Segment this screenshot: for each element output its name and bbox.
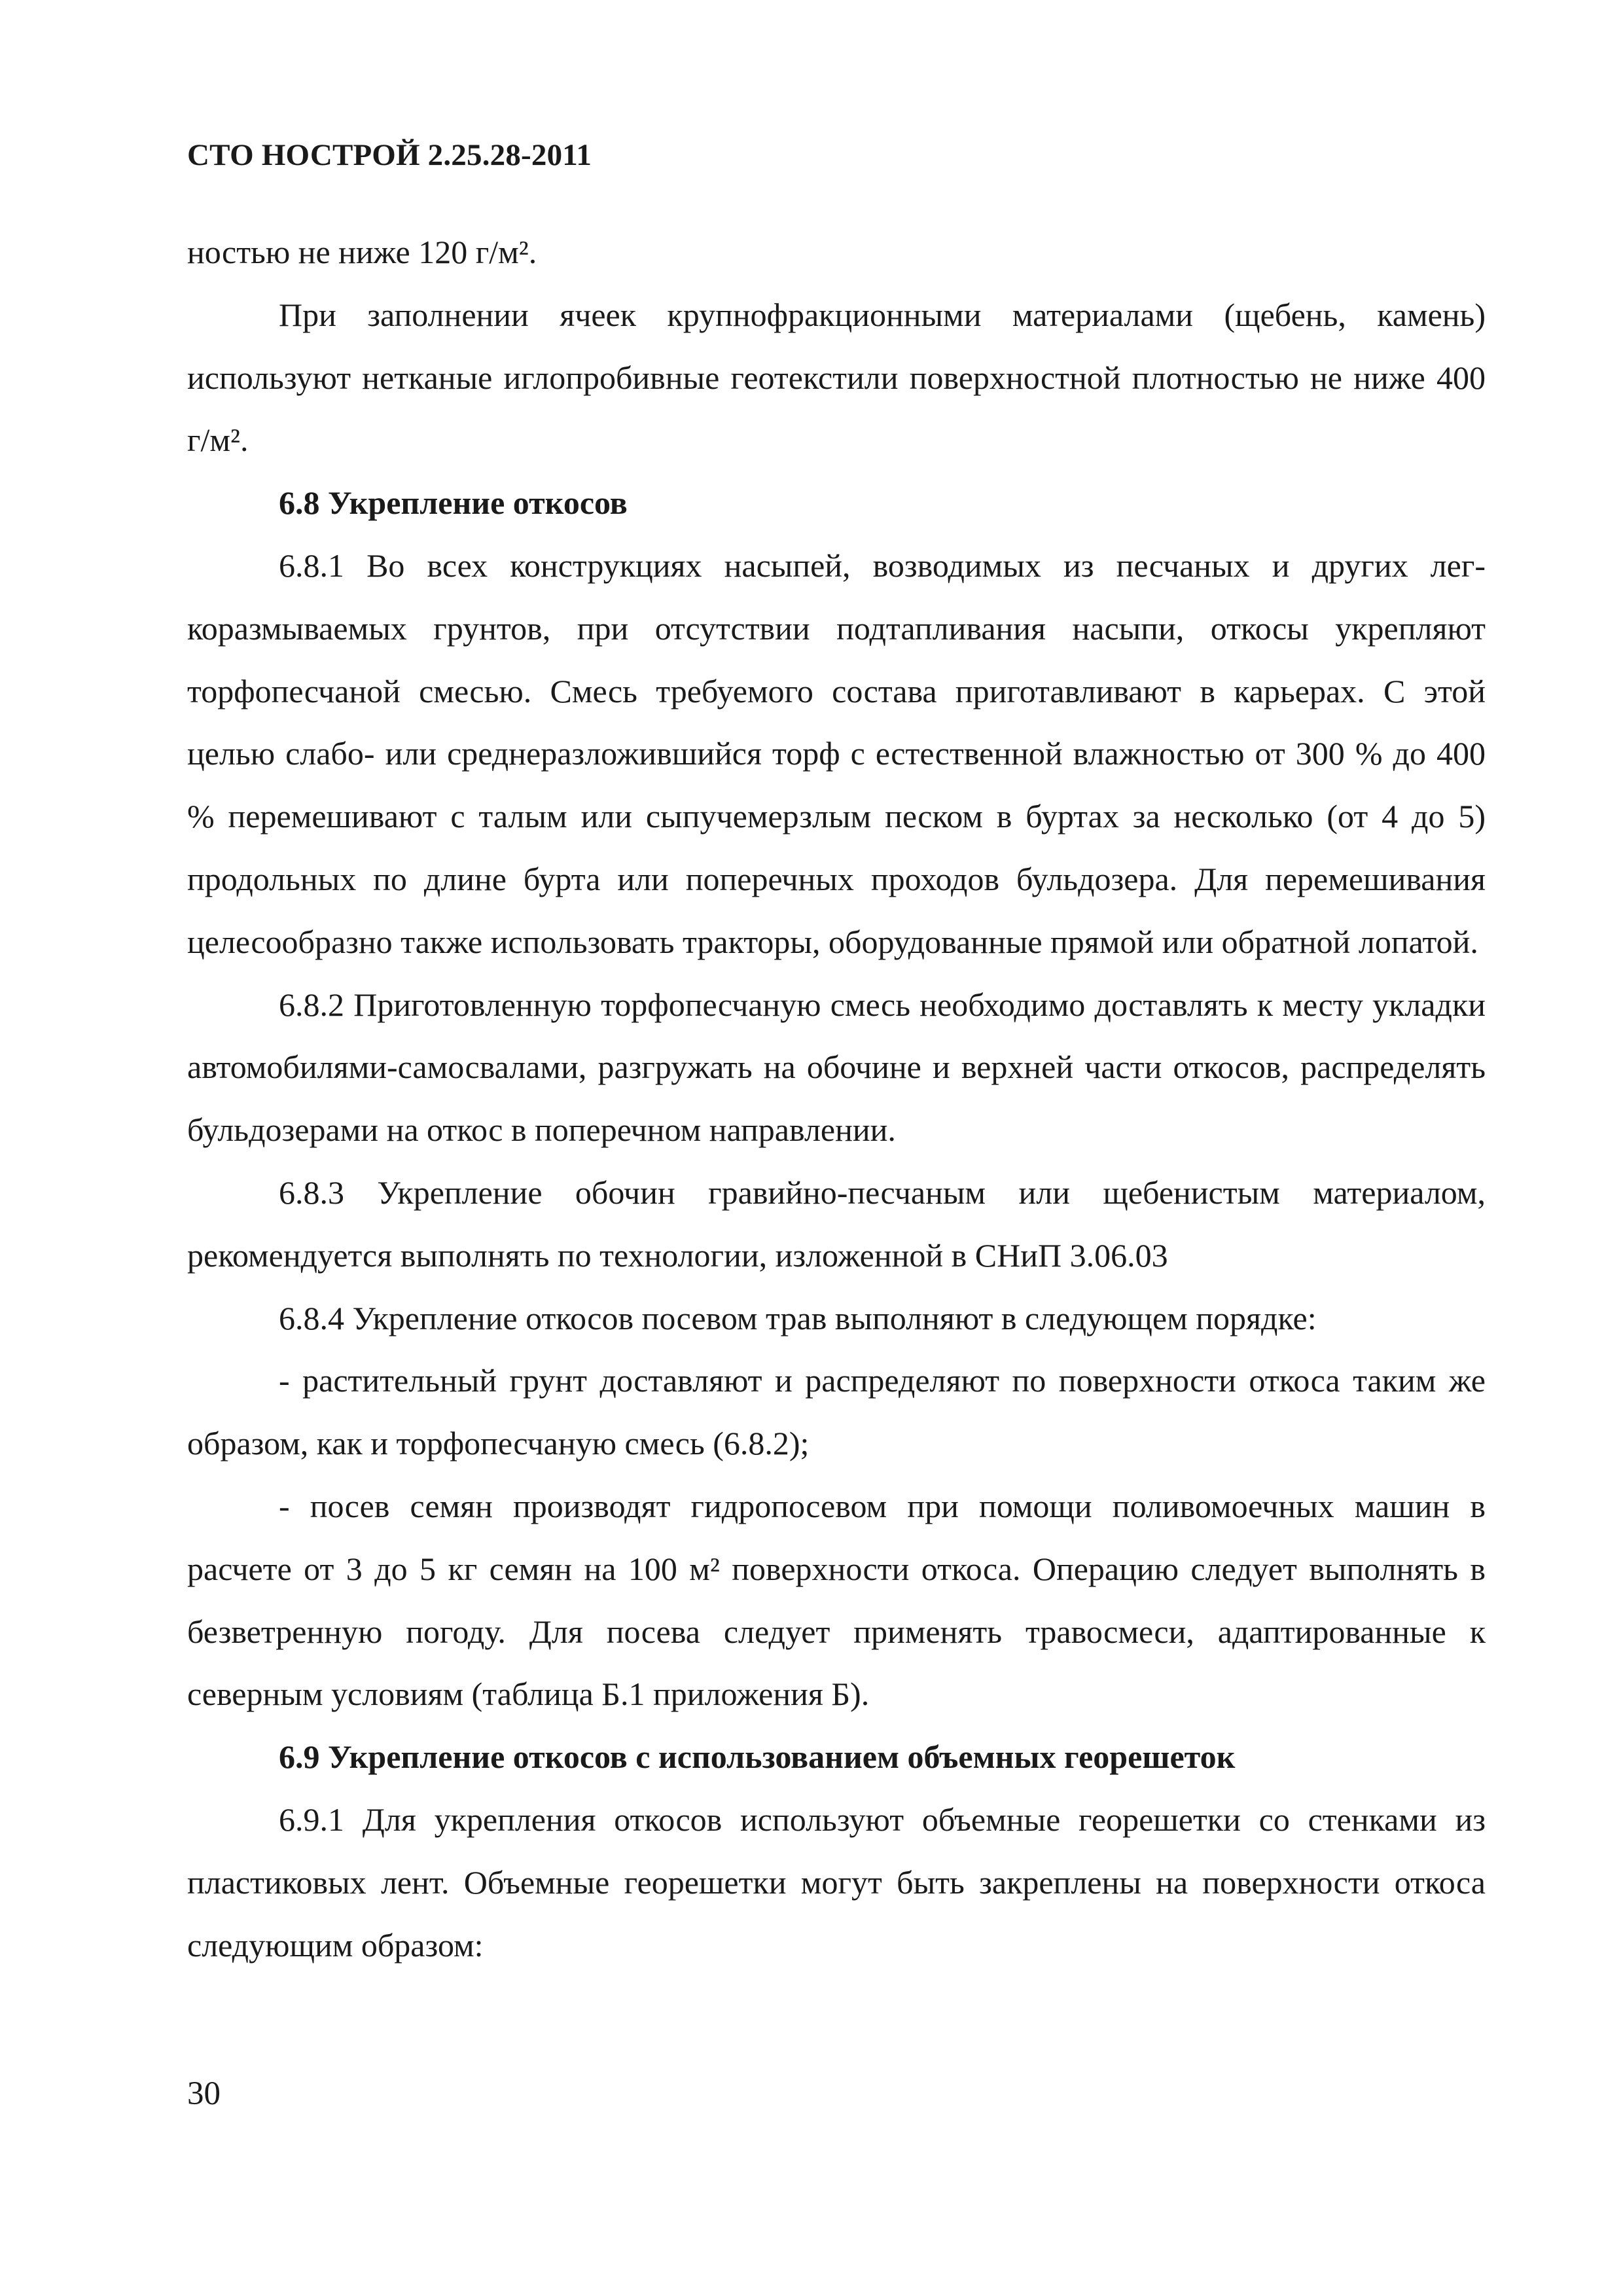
list-item-soil: - растительный грунт доставляют и распределяют по поверхности откоса таким же образом, как и торфопесчаную смесь (6.8.2); bbox=[187, 1362, 1486, 1462]
page-number: 30 bbox=[187, 2075, 221, 2112]
paragraph-6-8-4: 6.8.4 Укрепление откосов посевом трав выполняют в следующем порядке: bbox=[279, 1299, 1317, 1336]
section-heading-6-8: 6.8 Укрепление откосов bbox=[279, 484, 628, 522]
paragraph-continuation: ностью не ниже 120 г/м². bbox=[187, 234, 537, 270]
paragraph-geotextile: При заполнении ячеек крупнофракционными материалами (щебень, камень) используют нетканые иглопробивные геотекстили поверхностной плотностью не ниже 400 г/м². bbox=[187, 296, 1486, 459]
paragraph-6-9-1: 6.9.1 Для укрепления откосов используют объемные георешетки со стенками из пластиковых лент. Объемные георешетки могут быть закреплены на поверхности откоса следующим образом: bbox=[187, 1801, 1486, 1964]
section-heading-6-9: 6.9 Укрепление откосов с использованием объемных георешеток bbox=[279, 1738, 1236, 1776]
paragraph-6-8-3: 6.8.3 Укрепление обочин гравийно-песчаным или щебенистым материалом, рекомендуется выполнять по технологии, изложенной в СНиП 3.06.03 bbox=[187, 1174, 1486, 1274]
paragraph-6-8-1: 6.8.1 Во всех конструкциях насыпей, возводимых из песчаных и других легкоразмываемых грунтов, при отсутствии подтапливания насыпи, откосы укрепляют торфопесчаной смесью. Смесь требуемого состава приготавливают в карьерах. С этой целью слабо- или среднеразложившийся торф с естественной влажностью от 300 % до 400 % перемешивают с талым или сыпучемерзлым песком в буртах за несколько (от 4 до 5) продольных по длине бурта или поперечных проходов бульдозера. Для перемешивания целесообразно также использовать тракторы, оборудованные прямой или обратной лопатой. bbox=[187, 547, 1486, 960]
list-item-seeding: - посев семян производят гидропосевом при помощи поливомоечных машин в расчете от 3 до 5 кг семян на 100 м² поверхности откоса. Операцию следует выполнять в безветренную погоду. Для посева следует применять травосмеси, адаптированные к северным условиям (таблица Б.1 приложения Б). bbox=[187, 1487, 1486, 1713]
document-header: СТО НОСТРОЙ 2.25.28-2011 bbox=[187, 138, 592, 172]
document-body bbox=[187, 221, 1486, 1977]
paragraph-6-8-2: 6.8.2 Приготовленную торфопесчаную смесь необходимо доставлять к месту укладки автомобилями-самосвалами, разгружать на обочине и верхней части откосов, распределять бульдозерами на откос в поперечном направлении. bbox=[187, 986, 1486, 1149]
